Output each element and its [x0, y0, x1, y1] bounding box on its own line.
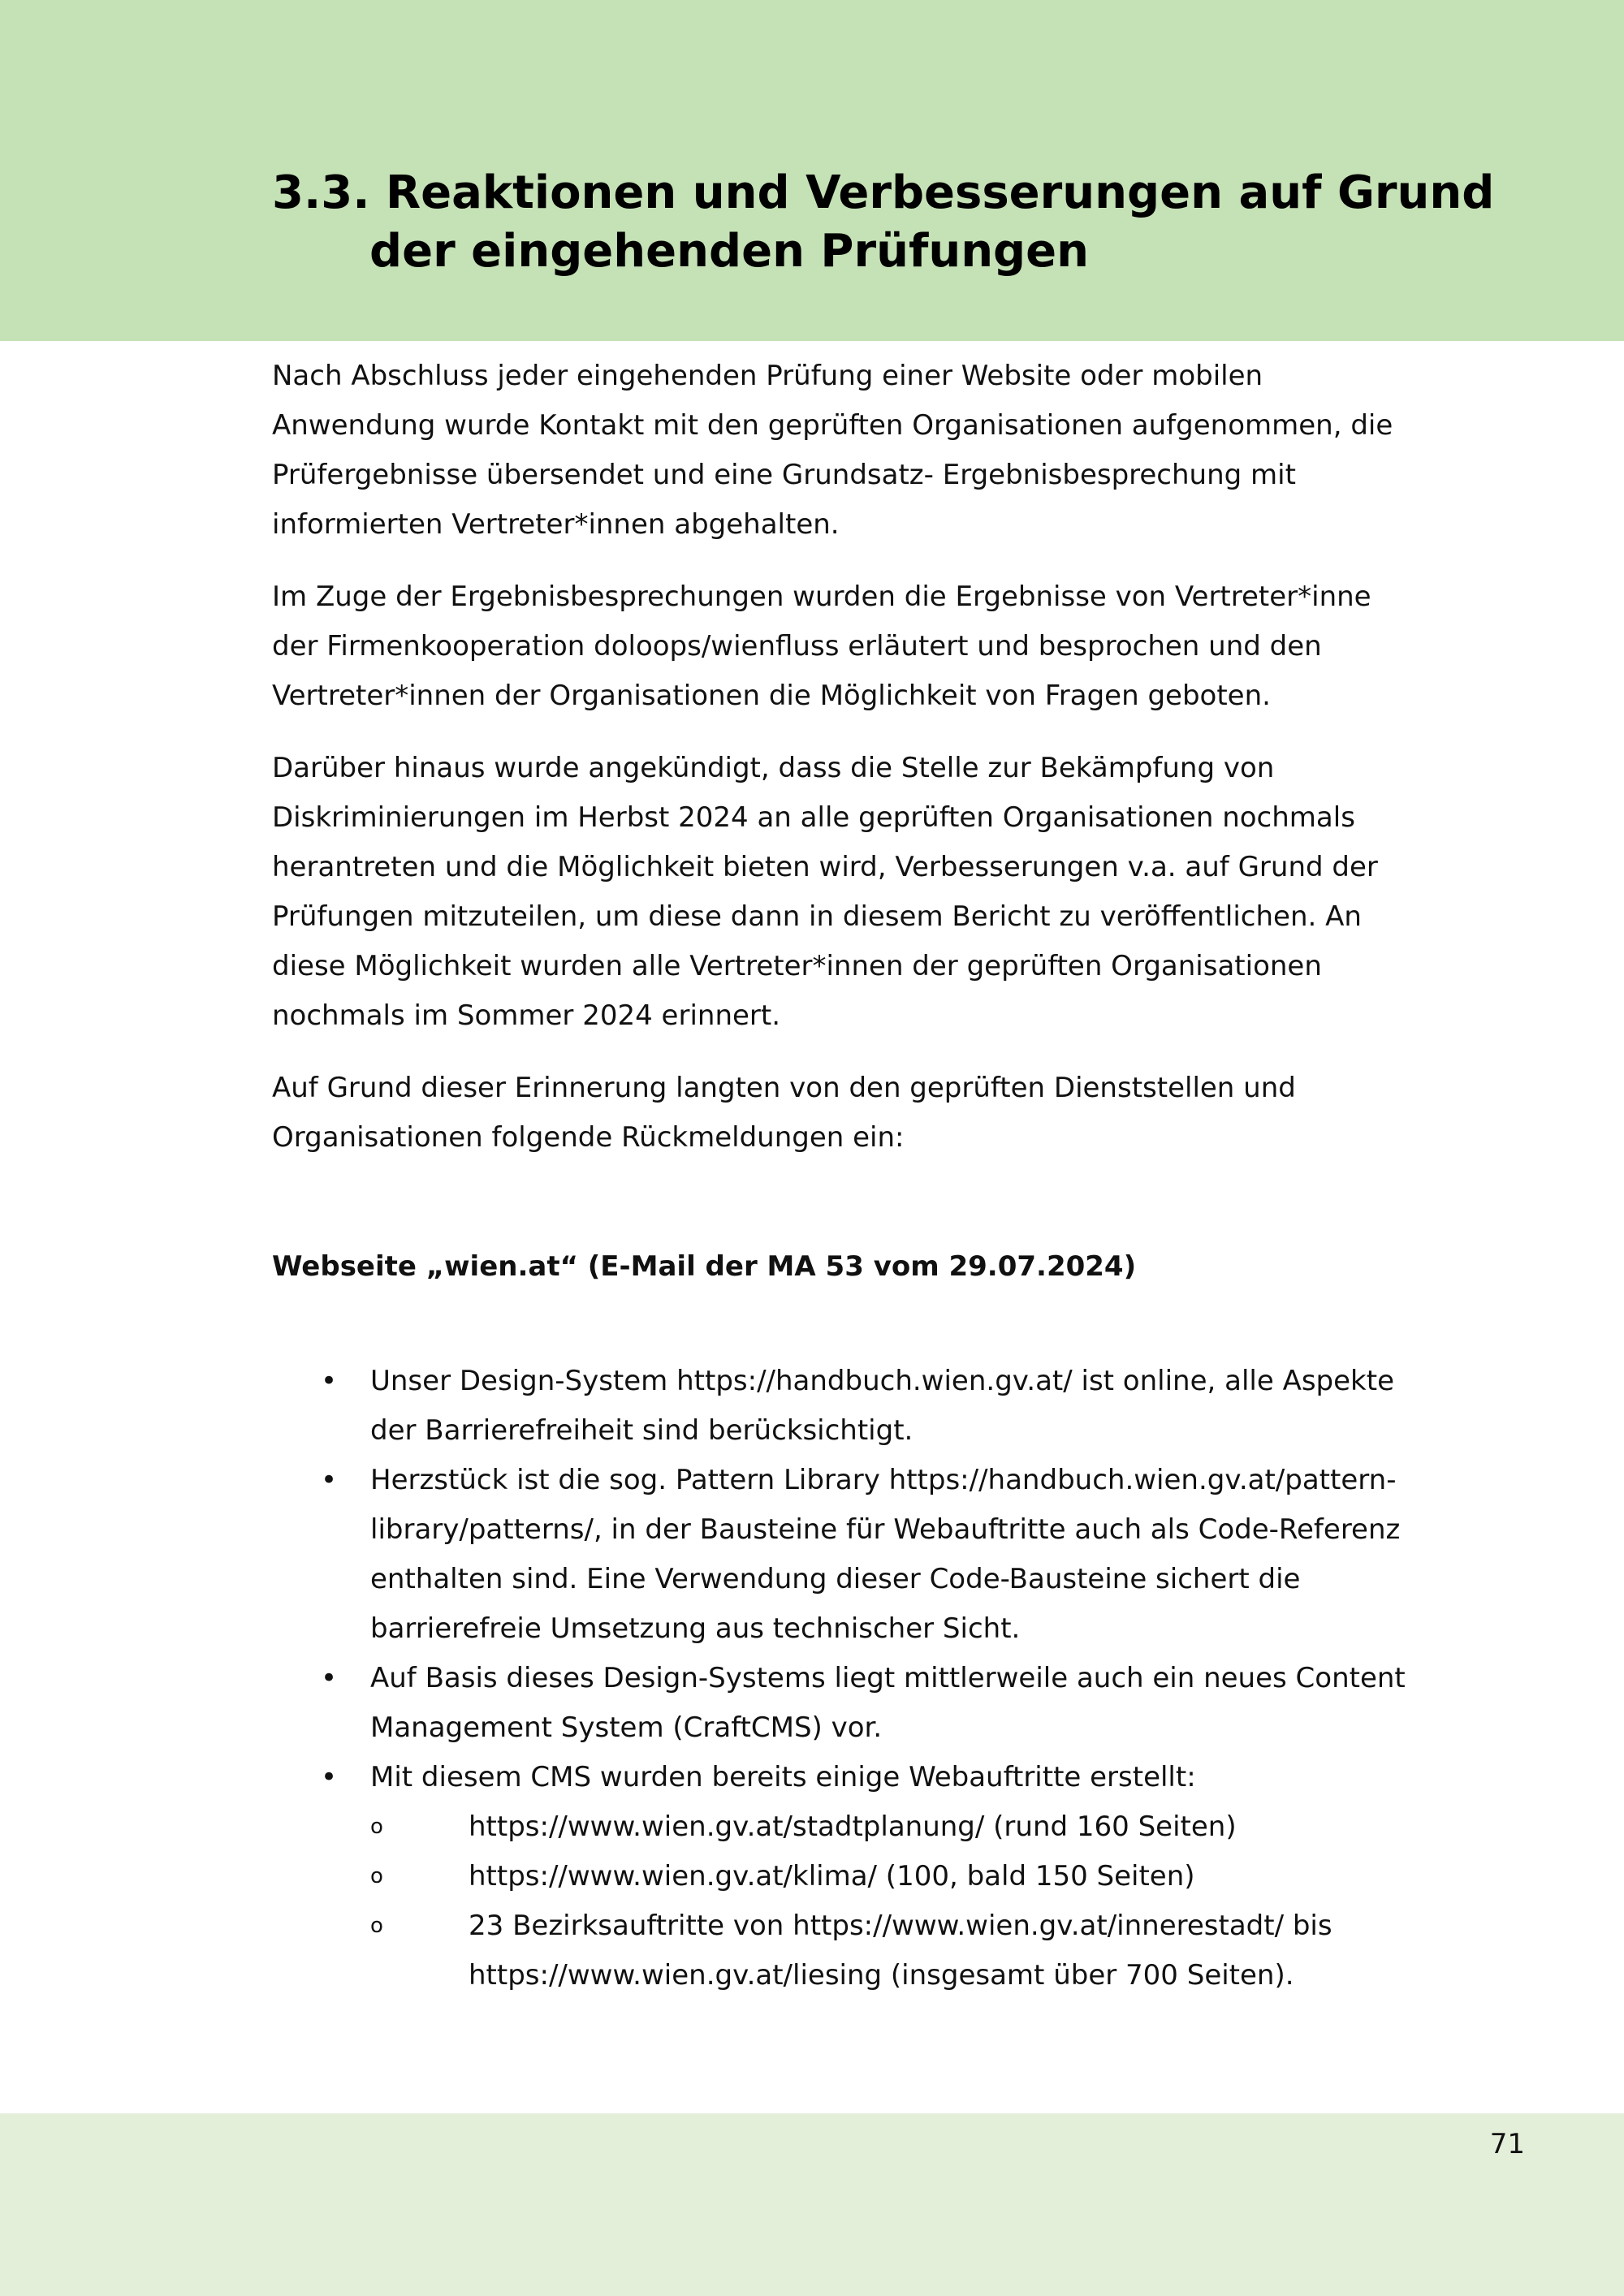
bullet-text: Auf Basis dieses Design-Systems liegt mittlerweile auch ein neues Content Management System (CraftCMS) vor. [370, 1662, 1406, 1744]
feedback-bullet-list [272, 1357, 1409, 2000]
main-content [272, 352, 1409, 2000]
bullet-text: Unser Design-System https://handbuch.wien.gv.at/ ist online, alle Aspekte der Barrierefreiheit sind berücksichtigt. [370, 1365, 1394, 1447]
website-sub-list [370, 1802, 1409, 2000]
circle-bullet-icon: o [370, 1864, 383, 1888]
page-number: 71 [1489, 2128, 1525, 2160]
bullet-item [272, 1456, 1409, 1654]
sub-bullet-item [370, 1852, 1409, 1901]
bullet-icon: • [321, 1365, 338, 1397]
sub-bullet-text: 23 Bezirksauftritte von https://www.wien.gv.at/innerestadt/ bis https://www.wien.gv.at/liesing (insgesamt über 700 Seiten). [469, 1910, 1332, 1992]
bullet-item [272, 1753, 1409, 2000]
circle-bullet-icon: o [370, 1815, 383, 1839]
sub-bullet-item [370, 1802, 1409, 1852]
bullet-text: Herzstück ist die sog. Pattern Library https://handbuch.wien.gv.at/pattern-library/patterns/, in der Bausteine für Webauftritte auch als Code-Referenz enthalten sind. Eine Verwendung dieser Code-Bausteine sichert die barrierefreie Umsetzung aus technischer Sicht. [370, 1464, 1401, 1645]
sub-bullet-text: https://www.wien.gv.at/klima/ (100, bald 150 Seiten) [469, 1860, 1195, 1892]
sub-bullet-item [370, 1901, 1409, 2000]
subsection-heading: Webseite „wien.at“ (E-Mail der MA 53 vom 29.07.2024) [272, 1250, 1137, 1283]
paragraph: Darüber hinaus wurde angekündigt, dass die Stelle zur Bekämpfung von Diskriminierungen im Herbst 2024 an alle geprüften Organisationen nochmals herantreten und die Möglichkeit bieten wird, Verbesserungen v.a. auf Grund der Prüfungen mitzuteilen, um diese dann in diesem Bericht zu veröffentlichen. An diese Möglichkeit wurden alle Vertreter*innen der geprüften Organisationen nochmals im Sommer 2024 erinnert. [272, 752, 1378, 1032]
bullet-item [272, 1654, 1409, 1753]
footer-band [0, 2113, 1624, 2296]
bullet-icon: • [321, 1464, 338, 1496]
circle-bullet-icon: o [370, 1914, 383, 1938]
paragraph: Auf Grund dieser Erinnerung langten von den geprüften Dienststellen und Organisationen folgende Rückmeldungen ein: [272, 1072, 1296, 1154]
bullet-text: Mit diesem CMS wurden bereits einige Webauftritte erstellt: [370, 1761, 1196, 1793]
section-title-line-2: der eingehenden Prüfungen [369, 225, 1089, 278]
bullet-item [272, 1357, 1409, 1456]
bullet-icon: • [321, 1761, 338, 1793]
paragraph: Nach Abschluss jeder eingehenden Prüfung einer Website oder mobilen Anwendung wurde Kontakt mit den geprüften Organisationen aufgenommen, die Prüfergebnisse übersendet und eine Grundsatz- Ergebnisbesprechung mit informierten Vertreter*innen abgehalten. [272, 360, 1393, 541]
sub-bullet-text: https://www.wien.gv.at/stadtplanung/ (rund 160 Seiten) [469, 1810, 1237, 1843]
paragraph: Im Zuge der Ergebnisbesprechungen wurden die Ergebnisse von Vertreter*inne der Firmenkooperation doloops/wienfluss erläutert und besprochen und den Vertreter*innen der Organisationen die Möglichkeit von Fragen geboten. [272, 580, 1371, 712]
section-title-line-1: 3.3. Reaktionen und Verbesserungen auf Grund [272, 166, 1495, 219]
bullet-icon: • [321, 1662, 338, 1694]
section-title [272, 164, 1506, 281]
